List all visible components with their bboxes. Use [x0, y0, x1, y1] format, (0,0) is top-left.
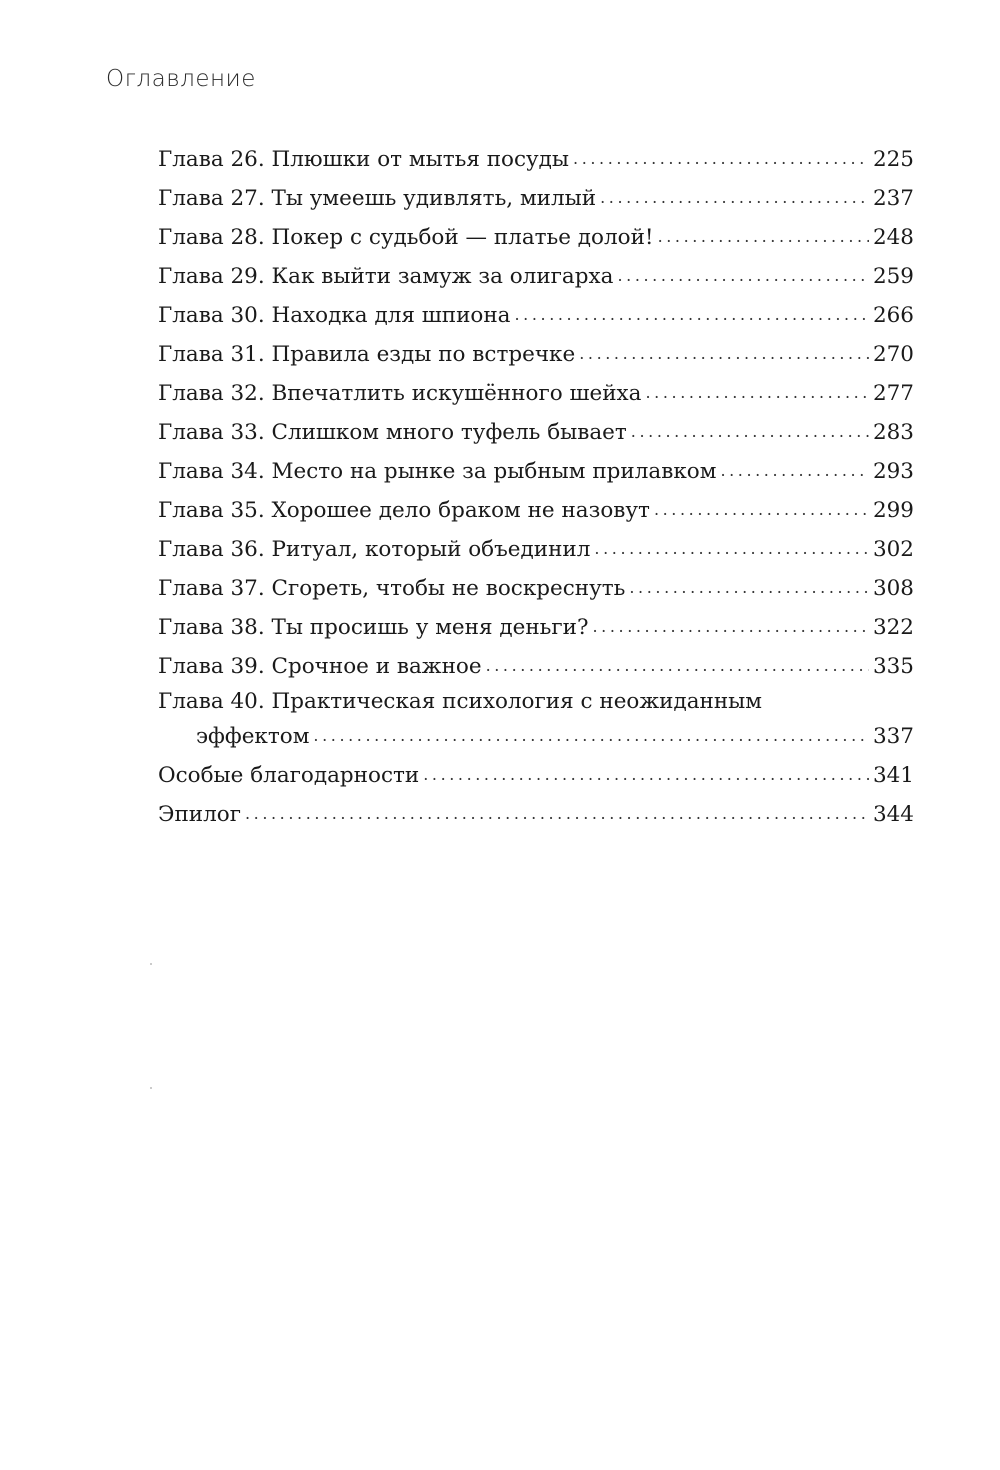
- toc-entry[interactable]: [158, 491, 914, 530]
- toc-entry-title: Глава 28. Покер с судьбой — платье долой!: [158, 225, 654, 250]
- toc-entry-title: Глава 38. Ты просишь у меня деньги?: [158, 615, 589, 640]
- toc-entry-page: 322: [872, 615, 914, 640]
- toc-leader-dots: [313, 716, 869, 755]
- toc-entry-title: Глава 35. Хорошее дело браком не назовут: [158, 498, 650, 523]
- toc-entry-page: 293: [872, 459, 914, 484]
- toc-leader-dots: [423, 755, 869, 794]
- toc-entry-page: 344: [872, 802, 914, 827]
- toc-entry[interactable]: [158, 218, 914, 257]
- toc-leader-dots: [600, 178, 869, 217]
- paper-speck: [150, 963, 152, 965]
- toc-entry-page: 225: [872, 147, 914, 172]
- toc-entry-title: Глава 27. Ты умеешь удивлять, милый: [158, 186, 597, 211]
- toc-entry-title: Глава 32. Впечатлить искушённого шейха: [158, 381, 642, 406]
- toc-entry-title-line1: Глава 40. Практическая психология с неожиданным: [158, 689, 763, 714]
- toc-leader-dots: [631, 412, 869, 451]
- toc-leader-dots: [720, 451, 869, 490]
- page-title: Оглавление: [106, 66, 256, 92]
- toc-entry-acknowledgements[interactable]: [158, 756, 914, 795]
- paper-speck: [150, 1087, 152, 1089]
- toc-entry[interactable]: [158, 452, 914, 491]
- toc-entry-title: Глава 39. Срочное и важное: [158, 654, 482, 679]
- toc-entry-page: 302: [872, 537, 914, 562]
- toc-entry-page: 299: [872, 498, 914, 523]
- toc-entry[interactable]: [158, 608, 914, 647]
- toc-leader-dots: [646, 373, 869, 412]
- toc-entry-page: 337: [872, 724, 914, 749]
- toc-leader-dots: [658, 217, 869, 256]
- toc-leader-dots: [654, 490, 869, 529]
- toc-entry-page: 259: [872, 264, 914, 289]
- toc-entry[interactable]: [158, 569, 914, 608]
- toc-entry-title: Эпилог: [158, 802, 241, 827]
- toc-entry[interactable]: [158, 335, 914, 374]
- toc-entry-multiline[interactable]: [158, 686, 914, 756]
- toc-leader-dots: [593, 607, 869, 646]
- toc-entry-title: Глава 30. Находка для шпиона: [158, 303, 511, 328]
- toc-entry-title: Глава 37. Сгореть, чтобы не воскреснуть: [158, 576, 626, 601]
- toc-entry-page: 335: [872, 654, 914, 679]
- toc-leader-dots: [594, 529, 869, 568]
- toc-entry-title: Глава 31. Правила езды по встречке: [158, 342, 576, 367]
- toc-entry[interactable]: [158, 179, 914, 218]
- toc-leader-dots: [579, 334, 869, 373]
- toc-entry-page: 237: [872, 186, 914, 211]
- toc-leader-dots: [629, 568, 869, 607]
- toc-entry-page: 308: [872, 576, 914, 601]
- toc-entry[interactable]: [158, 140, 914, 179]
- toc-entry[interactable]: [158, 647, 914, 686]
- toc-entry[interactable]: [158, 374, 914, 413]
- toc-leader-dots: [486, 646, 869, 685]
- toc-leader-dots: [573, 139, 869, 178]
- toc-entry-title-line2: эффектом: [196, 724, 310, 749]
- toc-entry-page: 266: [872, 303, 914, 328]
- toc-entry-page: 270: [872, 342, 914, 367]
- toc-entry-page: 248: [872, 225, 914, 250]
- toc-entry[interactable]: [158, 296, 914, 335]
- toc-leader-dots: [245, 794, 869, 833]
- toc-entry-epilogue[interactable]: [158, 795, 914, 834]
- toc-entry-title: Глава 34. Место на рынке за рыбным прилавком: [158, 459, 717, 484]
- toc-entry-title: Глава 29. Как выйти замуж за олигарха: [158, 264, 614, 289]
- toc-entry-title: Глава 33. Слишком много туфель бывает: [158, 420, 627, 445]
- toc-entry[interactable]: [158, 413, 914, 452]
- table-of-contents: [158, 140, 914, 834]
- toc-leader-dots: [617, 256, 868, 295]
- toc-entry-page: 277: [872, 381, 914, 406]
- toc-entry-page: 341: [872, 763, 914, 788]
- toc-entry[interactable]: [158, 257, 914, 296]
- toc-entry-page: 283: [872, 420, 914, 445]
- toc-entry-title: Глава 26. Плюшки от мытья посуды: [158, 147, 570, 172]
- toc-entry[interactable]: [158, 530, 914, 569]
- toc-leader-dots: [515, 295, 869, 334]
- toc-entry-title: Особые благодарности: [158, 763, 420, 788]
- toc-entry-title: Глава 36. Ритуал, который объединил: [158, 537, 591, 562]
